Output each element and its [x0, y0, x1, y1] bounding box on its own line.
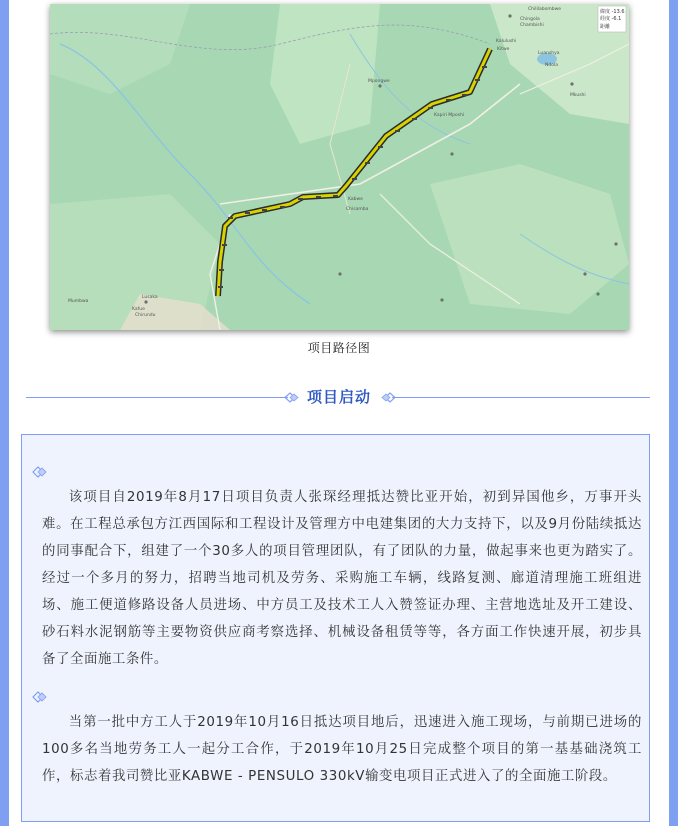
map-caption: 项目路径图	[307, 341, 371, 355]
map-label: Mumbwa	[68, 299, 89, 304]
map-label: Ndola	[545, 63, 558, 68]
map-label: Kapiri Mposhi	[434, 113, 465, 118]
diamond-bullet-icon	[32, 466, 48, 478]
map-legend-dist: 距離	[600, 24, 611, 30]
paragraph-project-start: 该项目自2019年8月17日项目负责人张琛经理抵达赞比亚开始，初到异国他乡，万事开头难。在工程总承包方江西国际和工程设计及管理方中电建集团的大力支持下，以及9月份陆续抵达的同事配合下，组建了一个30多人的项目管理团队，有了团队的力量，做起事来也更为踏实了。经过一个多月的努力，招聘当地司机及劳务、采购施工车辆，线路复测、廊道清理施工班组进场、施工便道修路设备人员进场、中方员工及技术工人入赞签证办理、主营地选址及开工建设、砂石料水泥钢筋等主要物资供应商考察选择、机械设备租赁等等，各方面工作快速开展，初步具备了全面施工条件。	[42, 490, 642, 667]
map-legend-lat: 緯度 -13.6	[600, 9, 625, 15]
map-label: Kabwe	[348, 197, 363, 202]
map-label: Kafue	[132, 307, 145, 312]
route-map	[50, 4, 629, 330]
map-label: Chambishi	[520, 23, 544, 28]
right-frame-bar	[669, 0, 678, 826]
left-frame-bar	[0, 0, 9, 826]
map-label: Luanshya	[538, 51, 560, 56]
map-label: Kalulushi	[496, 39, 517, 44]
map-label: Chingola	[520, 17, 540, 22]
map-label: Chililabombwe	[528, 7, 562, 12]
section-divider-right	[392, 397, 650, 398]
map-legend-lon: 経度 -6.1	[600, 16, 622, 22]
section-title: 项目启动	[306, 388, 371, 406]
map-label: Mkushi	[570, 93, 586, 98]
map-label: Kitwe	[497, 47, 510, 52]
map-label: Chirundu	[135, 313, 156, 318]
section-divider-left	[26, 397, 288, 398]
map-label: Mpongwe	[368, 79, 390, 84]
diamond-bullet-icon	[32, 691, 48, 703]
paragraph-construction-start: 当第一批中方工人于2019年10月16日抵达项目地后，迅速进入施工现场，与前期已进场的100多名当地劳务工人一起分工合作，于2019年10月25日完成整个项目的第一基基础浇筑工作，标志着我司赞比亚KABWE - PENSULO 330kV输变电项目正式进入了的全面施工阶段。	[42, 715, 642, 784]
map-label: Lusaka	[142, 295, 158, 300]
map-label: Chisamba	[346, 207, 369, 212]
